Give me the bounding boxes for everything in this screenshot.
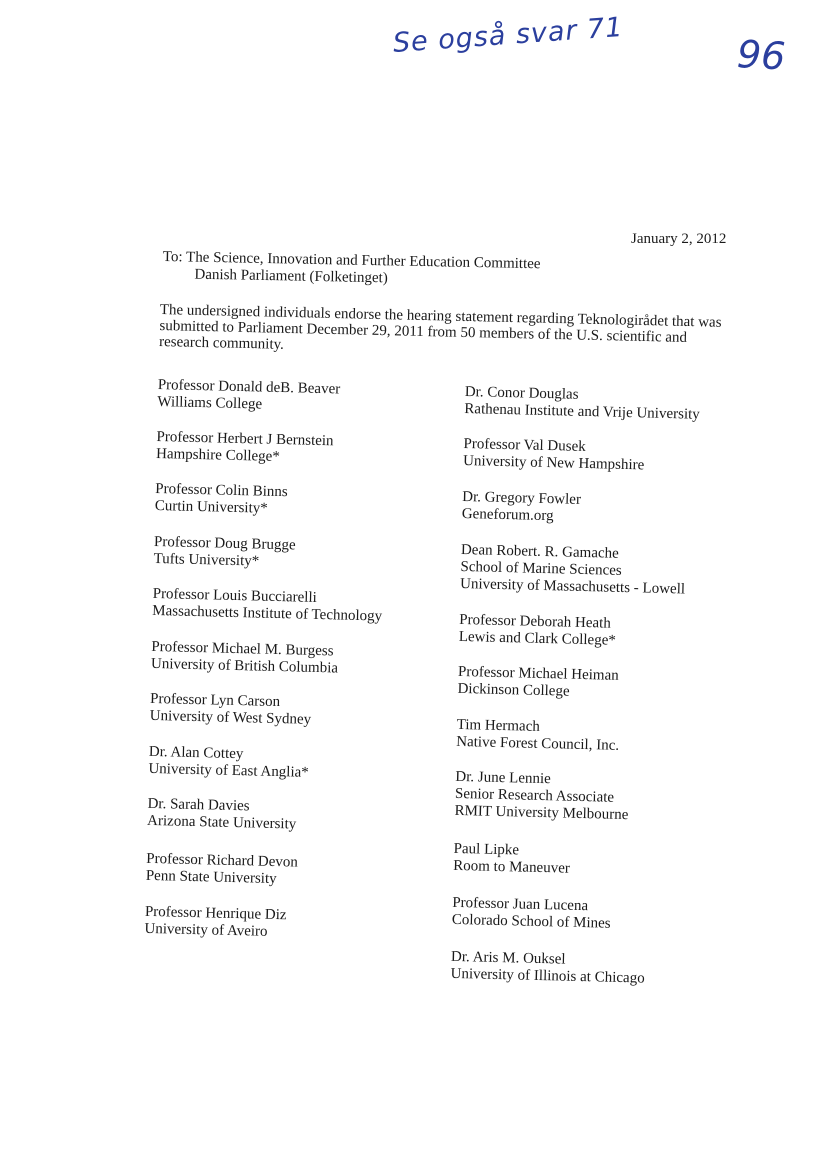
signatory-affiliation: University of Aveiro (144, 920, 268, 940)
signatory-name: Dr. June Lennie (455, 768, 551, 788)
signatory (149, 691, 311, 729)
signatory-affiliation: Lewis and Clark College* (458, 628, 617, 649)
signatory-name: Professor Henrique Diz (144, 903, 287, 924)
signatory-affiliation: University of East Anglia* (148, 760, 309, 781)
signatory-affiliation: Geneforum.org (461, 505, 554, 525)
signatory-name: Professor Herbert J Bernstein (156, 428, 334, 450)
signatory-affiliation: School of Marine Sciences (460, 558, 622, 579)
signatory (152, 586, 383, 626)
signatory-name: Dr. Aris M. Ouksel (450, 948, 566, 968)
signatory (153, 534, 295, 571)
signatory-affiliation: Native Forest Council, Inc. (456, 733, 620, 754)
signatory-affiliation: University of West Sydney (149, 707, 312, 728)
signatory (457, 664, 619, 702)
signatory-name: Professor Juan Lucena (452, 894, 589, 915)
signatory-affiliation: University of New Hampshire (462, 452, 645, 474)
signatory-affiliation: Dickinson College (457, 680, 570, 700)
signatory-name: Tim Hermach (456, 716, 541, 735)
signatory (452, 895, 612, 933)
signatory-name: Professor Donald deB. Beaver (157, 377, 341, 398)
signatory-name: Dr. Conor Douglas (464, 384, 579, 403)
signatory (463, 436, 645, 474)
signatory-affiliation: University of British Columbia (150, 655, 339, 677)
signatory-name: Professor Colin Binns (155, 480, 288, 501)
signatory-name: Professor Louis Bucciarelli (152, 585, 317, 606)
signatory (464, 384, 700, 424)
signatory (453, 841, 570, 878)
intro-paragraph: The undersigned individuals endorse the hearing statement regarding Teknologirådet that was submitted to Parliament December 29, 2011 from 50 members of the U.S. scientific and research community. (158, 302, 722, 353)
signatory-affiliation: Arizona State University (146, 812, 297, 833)
signatory (155, 481, 288, 518)
signatory (157, 377, 340, 415)
recipient-block (162, 249, 540, 290)
signatory (147, 796, 297, 834)
signatory-name: Dr. Gregory Fowler (462, 488, 582, 508)
signatory-name: Professor Michael Heiman (457, 663, 619, 684)
signatory-affiliation: University of Illinois at Chicago (450, 965, 645, 987)
signatory (146, 851, 298, 889)
letter-date: January 2, 2012 (631, 231, 727, 247)
signatory-affiliation: Curtin University* (154, 497, 268, 517)
signatory (460, 542, 686, 598)
signatory-affiliation: Hampshire College* (155, 445, 281, 465)
signatory-name: Professor Lyn Carson (149, 690, 281, 711)
signatory (462, 489, 582, 526)
handwritten-note: Se også svar 71 (391, 11, 625, 59)
signatory-name: Professor Michael M. Burgess (151, 638, 334, 660)
signatory-affiliation: Rathenau Institute and Vrije University (464, 400, 700, 423)
signatory-affiliation: Williams College (157, 393, 263, 413)
signatory-name: Dr. Sarah Davies (147, 795, 250, 815)
signatory (151, 639, 339, 678)
signatory (144, 904, 286, 941)
signatory (454, 769, 629, 824)
signatory-affiliation: Massachusetts Institute of Technology (152, 602, 383, 625)
signatory-affiliation: Colorado School of Mines (451, 911, 611, 932)
signatory-name: Paul Lipke (453, 840, 520, 859)
signatory-name: Professor Richard Devon (146, 850, 299, 871)
signatory-affiliation: University of Massachusetts - Lowell (459, 575, 686, 598)
recipient-line-1: To: The Science, Innovation and Further Education Committee (162, 249, 541, 273)
recipient-line-2: Danish Parliament (Folketinget) (194, 266, 388, 287)
signatory-affiliation: Senior Research Associate (454, 785, 615, 806)
signatory (156, 429, 334, 467)
signatory (148, 744, 309, 782)
signatory-name: Dean Robert. R. Gamache (460, 541, 619, 562)
signatory-name: Dr. Alan Cottey (148, 743, 244, 763)
signatory-affiliation: Penn State University (145, 867, 277, 888)
handwritten-page-number: 96 (735, 32, 787, 79)
signatory-affiliation: RMIT University Melbourne (454, 802, 629, 824)
signatory-name: Professor Doug Brugge (153, 533, 296, 554)
signatory-name: Professor Deborah Heath (459, 611, 612, 632)
signatory (456, 717, 620, 755)
signatory-affiliation: Tufts University* (153, 550, 260, 570)
signatory (450, 949, 645, 988)
signatory-affiliation: Room to Maneuver (453, 857, 571, 877)
signatory (459, 612, 617, 650)
signatory-name: Professor Val Dusek (463, 435, 586, 455)
